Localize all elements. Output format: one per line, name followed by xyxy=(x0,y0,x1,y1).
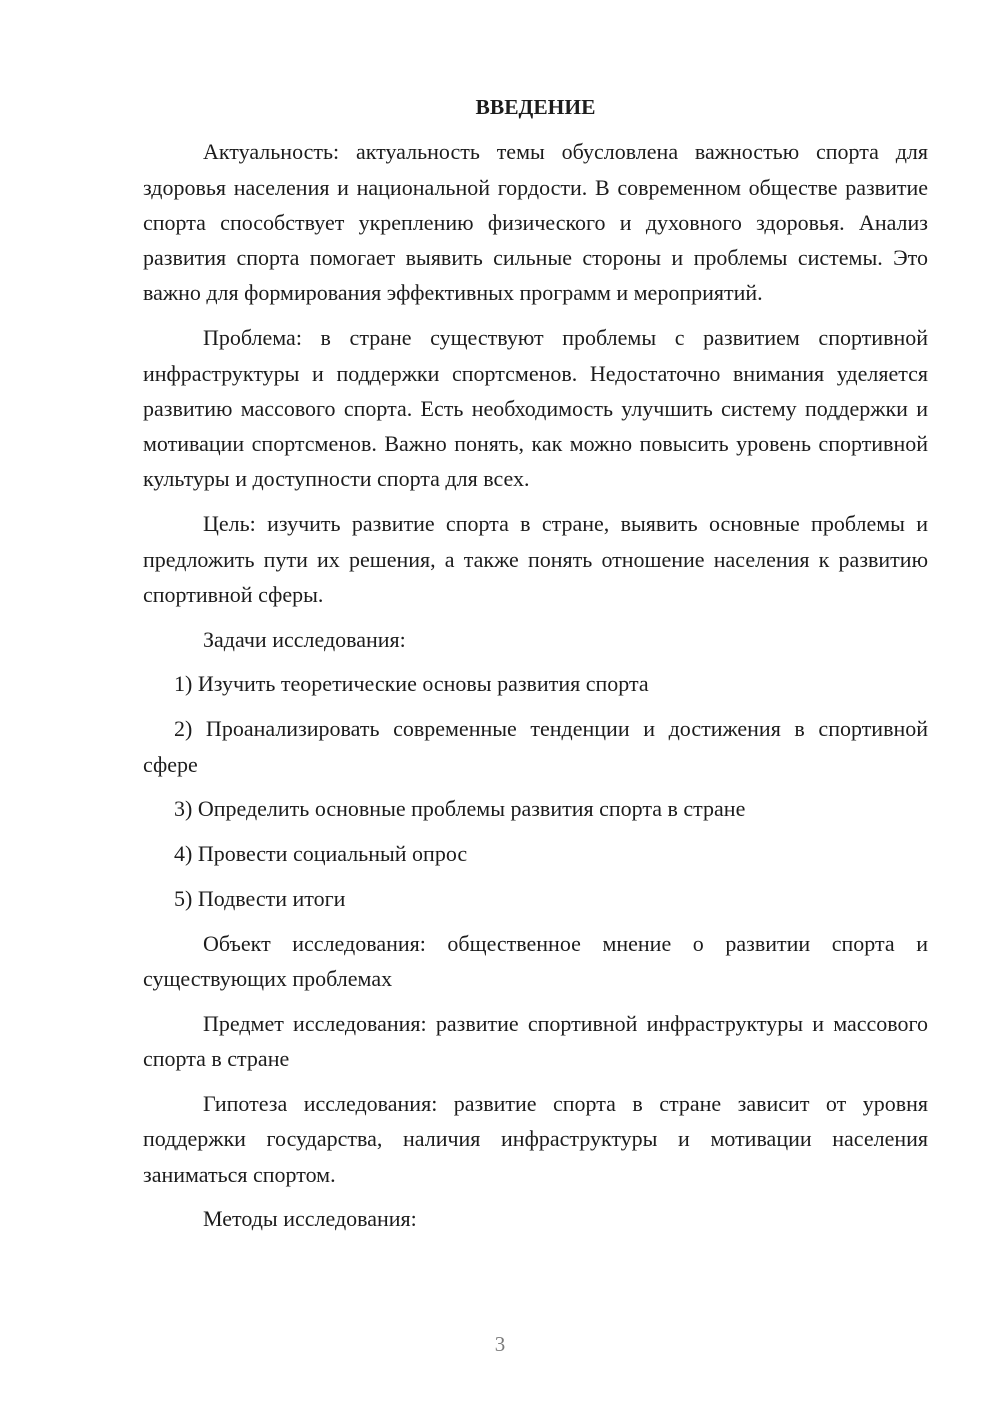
task-item-1: 1) Изучить теоретические основы развития спорта xyxy=(174,671,649,697)
page-number: 3 xyxy=(494,1332,506,1356)
page-content xyxy=(143,90,928,1246)
subject-paragraph: Предмет исследования: развитие спортивной инфраструктуры и массового спорта в стране xyxy=(143,1010,928,1072)
methods-heading: Методы исследования: xyxy=(203,1206,417,1232)
hypothesis-paragraph: Гипотеза исследования: развитие спорта в стране зависит от уровня поддержки государства, наличия инфраструктуры и мотивации населения заниматься спортом. xyxy=(143,1090,928,1187)
task-item-4: 4) Провести социальный опрос xyxy=(174,841,468,867)
tasks-heading: Задачи исследования: xyxy=(203,626,406,652)
goal-paragraph: Цель: изучить развитие спорта в стране, выявить основные проблемы и предложить пути их решения, а также понять отношение населения к развитию спортивной сферы. xyxy=(143,511,928,607)
section-title: ВВЕДЕНИЕ xyxy=(475,95,596,119)
problem-paragraph: Проблема: в стране существуют проблемы с развитием спортивной инфраструктуры и поддержки спортсменов. Недостаточно внимания уделяется развитию массового спорта. Есть необходимость улучшить систему поддержки и мотивации спортсменов. Важно понять, как можно повысить уровень спортивной культуры и доступности спорта для всех. xyxy=(143,325,928,492)
task-item-5: 5) Подвести итоги xyxy=(174,885,346,911)
object-paragraph: Объект исследования: общественное мнение о развитии спорта и существующих проблемах xyxy=(143,930,928,992)
task-item-3: 3) Определить основные проблемы развития спорта в стране xyxy=(174,796,746,822)
relevance-paragraph: Актуальность: актуальность темы обусловлена важностью спорта для здоровья населения и национальной гордости. В современном обществе развитие спорта способствует укреплению физического и духовного здоровья. Анализ развития спорта помогает выявить сильные стороны и проблемы системы. Это важно для формирования эффективных программ и мероприятий. xyxy=(143,139,928,306)
task-item-2: 2) Проанализировать современные тенденции и достижения в спортивной сфере xyxy=(143,716,928,777)
